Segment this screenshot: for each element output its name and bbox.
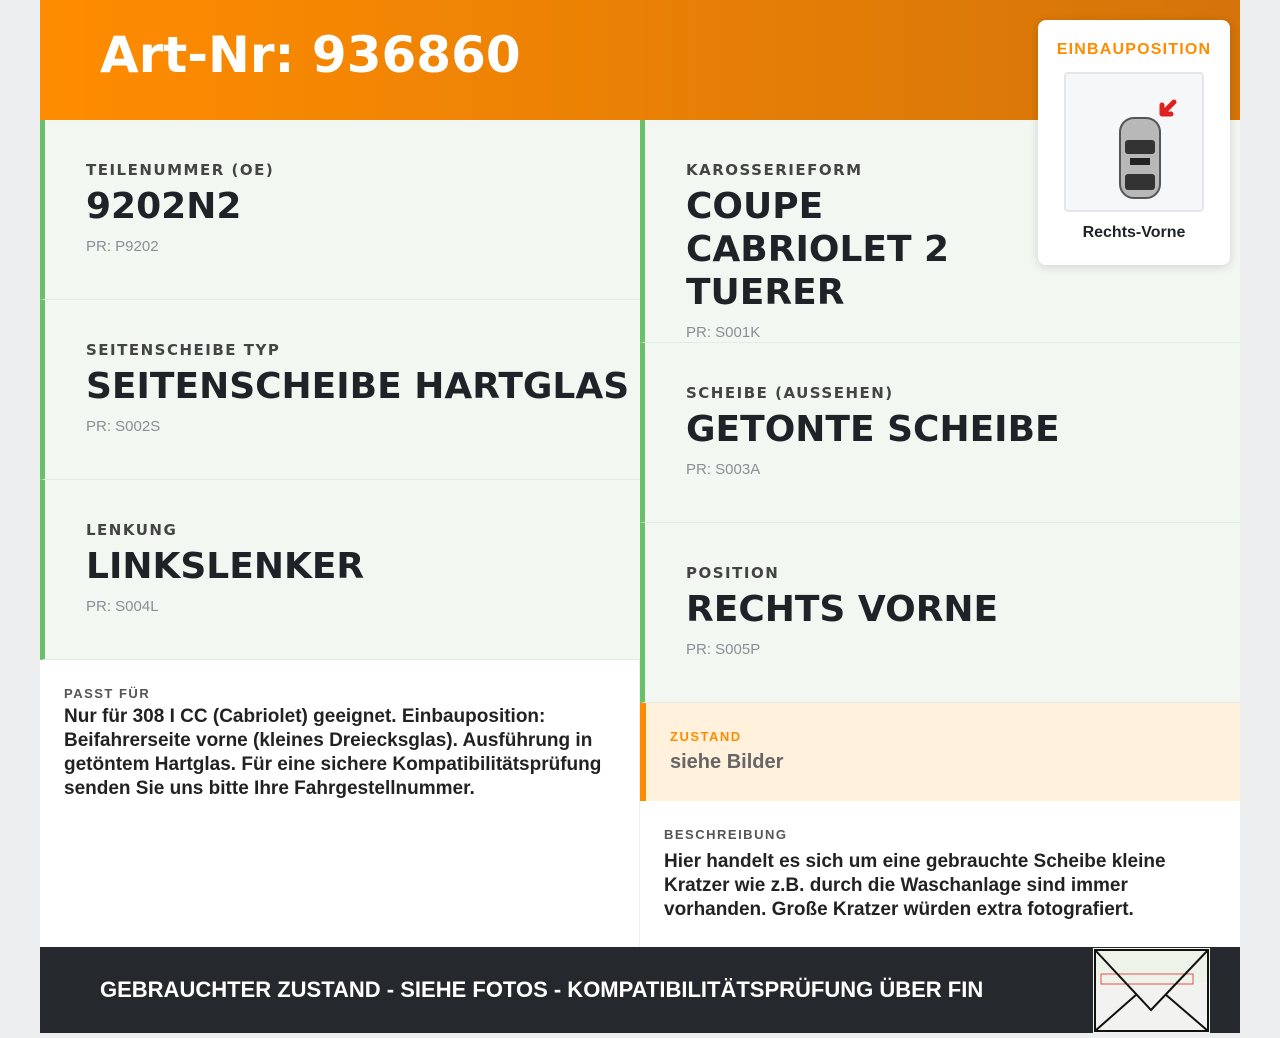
passt-fuer-section (40, 660, 640, 947)
zustand-value: siehe Bilder (670, 751, 784, 773)
passt-fuer-text: Nur für 308 I CC (Cabriolet) geeignet. Einbauposition: Beifahrerseite vorne (kleines Dreiecksglas). Ausführung in getöntem Hartglas. Für eine sichere Kompatibilitätsprüfung senden Sie uns bitte Ihre Fahrgestellnummer. (64, 706, 602, 799)
page-title: Art-Nr: 936860 (100, 26, 521, 84)
spec-pr-code: PR: P9202 (86, 238, 159, 255)
car-position-image (1064, 72, 1204, 212)
spec-pr-code: PR: S002S (86, 418, 161, 435)
spec-position (640, 523, 1240, 703)
spec-pr-code: PR: S001K (686, 324, 761, 341)
spec-value: 9202N2 (86, 186, 242, 227)
einbauposition-label: EINBAUPOSITION (1056, 41, 1212, 58)
spec-pr-code: PR: S004L (86, 598, 159, 615)
car-top-view-icon (1066, 74, 1202, 210)
spec-label: POSITION (686, 564, 780, 582)
einbauposition-card (1038, 20, 1230, 265)
spec-label: SCHEIBE (AUSSEHEN) (686, 384, 894, 402)
passt-fuer-label: PASST FÜR (64, 686, 151, 701)
envelope-icon (1093, 948, 1210, 1033)
spec-scheibe-aussehen (640, 343, 1240, 523)
einbauposition-caption: Rechts-Vorne (1082, 224, 1186, 241)
spec-pr-code: PR: S003A (686, 461, 761, 478)
spec-value: COUPE CABRIOLET 2 TUERER (686, 186, 950, 313)
spec-label: SEITENSCHEIBE TYP (86, 341, 281, 359)
zustand-section (640, 703, 1240, 801)
spec-value: GETONTE SCHEIBE (686, 409, 1060, 450)
spec-value: LINKSLENKER (86, 546, 365, 587)
spec-label: TEILENUMMER (OE) (86, 161, 275, 179)
footer (40, 947, 1240, 1033)
beschreibung-section (640, 801, 1240, 947)
spec-label: KAROSSERIEFORM (686, 161, 863, 179)
spec-pr-code: PR: S005P (686, 641, 761, 658)
beschreibung-text: Hier handelt es sich um eine gebrauchte Scheibe kleine Kratzer wie z.B. durch die Waschanlage sind immer vorhanden. Große Kratzer würden extra fotografiert. (664, 851, 1166, 920)
spec-value: RECHTS VORNE (686, 589, 999, 630)
footer-text: GEBRAUCHTER ZUSTAND - SIEHE FOTOS - KOMPATIBILITÄTSPRÜFUNG ÜBER FIN (100, 977, 984, 1002)
spec-teilenummer (40, 120, 640, 300)
fin-envelope-image (1093, 948, 1210, 1033)
spec-seitenscheibe-typ (40, 300, 640, 480)
beschreibung-label: BESCHREIBUNG (664, 827, 788, 842)
spec-lenkung (40, 480, 640, 660)
spec-label: LENKUNG (86, 521, 178, 539)
spec-value: SEITENSCHEIBE HARTGLAS (86, 366, 630, 407)
zustand-label: ZUSTAND (670, 729, 742, 744)
